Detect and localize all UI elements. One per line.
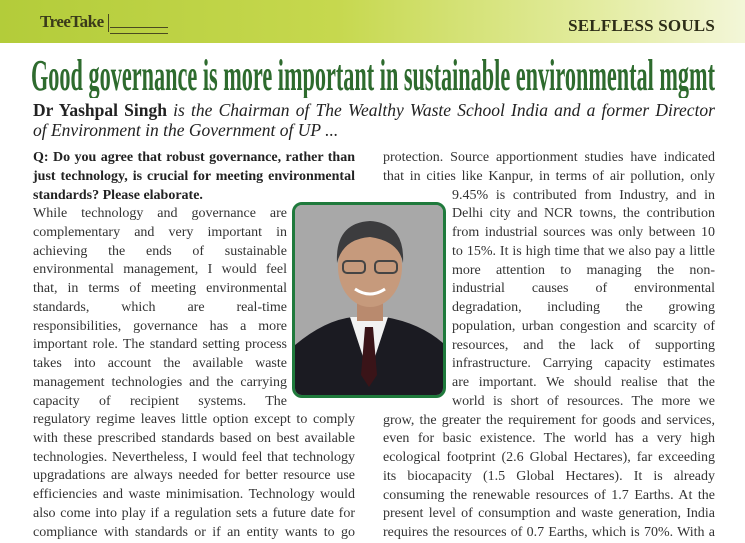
left-narrow-line: complementary and very important in — [33, 224, 287, 240]
right-wide-line: even for basic existence. The world has a very high — [383, 431, 715, 447]
right-wide-line: consuming the renewable resources of 1.7 Earths. At the — [383, 487, 715, 503]
left-wide-line: efficiencies and waste minimisation. Technology would — [33, 487, 355, 502]
right-wide-line: ecological footprint (2.6 Global Hectares), far exceeding — [383, 450, 715, 465]
right-narrow-line: industrial causes of environmental — [452, 281, 715, 297]
interviewee-name: Dr Yashpal Singh — [33, 100, 167, 120]
left-narrow-line: management technologies and the carrying — [33, 374, 287, 390]
right-narrow-line: population, urban congestion and scarcity of — [452, 318, 715, 334]
left-narrow-line: responsibilities, governance has a more — [33, 318, 287, 334]
right-narrow-line: degradation, including the growing — [452, 300, 715, 315]
header-band — [0, 0, 745, 43]
left-narrow-line: that, in terms of meeting environmental — [33, 281, 287, 296]
right-wide-line: requires the resources of 0.7 Earths, which is 70%. With a — [383, 525, 715, 540]
left-narrow-line: achieving the ends of sustainable — [33, 243, 287, 259]
brand-logo: TreeTake — [40, 12, 104, 31]
headline — [0, 48, 745, 98]
standfirst-text: is the Chairman of The Wealthy Waste School India and a former Director — [166, 100, 715, 120]
right-top-line: that in cities like Kanpur, in terms of air pollution, only — [383, 168, 715, 184]
left-wide-line: compliance with standards or if an entity wants to go — [33, 524, 355, 540]
question — [33, 149, 355, 205]
question-line: Q: Do you agree that robust governance, rather than — [33, 150, 355, 165]
right-top-line: protection. Source apportionment studies have indicated — [383, 150, 715, 165]
answer-right-wide — [383, 412, 715, 543]
right-narrow-line: are important. We should realise that the — [452, 375, 715, 390]
left-wide-line: regulatory regime leaves little option except to comply — [33, 412, 355, 427]
answer-left-narrow — [33, 205, 287, 411]
answer-right-top — [383, 149, 715, 187]
left-narrow-line: important role. The standard setting process — [33, 337, 287, 353]
section-label: SELFLESS SOULS — [568, 16, 715, 35]
answer-right-narrow — [452, 187, 715, 412]
portrait-photo — [292, 202, 446, 398]
standfirst — [33, 100, 715, 140]
left-narrow-line: While technology and governance are — [33, 206, 287, 221]
right-narrow-line: infrastructure. Carrying capacity estimates — [452, 356, 715, 372]
headline-text: Good governance is more important in sustainable environmental mgmt — [31, 51, 716, 98]
left-narrow-line: takes into account the available waste — [33, 356, 287, 371]
question-line: standards? Please elaborate. — [33, 187, 203, 203]
right-wide-line: present level of consumption and waste generation, India — [383, 506, 715, 522]
right-narrow-line: to 15%. It is high time that we also pay a little — [452, 243, 715, 259]
left-narrow-line: environmental management, I would feel — [33, 262, 287, 278]
right-narrow-line: 9.45% is contributed from Industry, and in — [452, 187, 715, 203]
answer-left-wide — [33, 411, 355, 542]
question-line: just technology, is crucial for meeting environmental — [33, 168, 355, 184]
left-narrow-line: standards, which are real-time — [33, 299, 287, 315]
right-narrow-line: from industrial sources was only between 10 — [452, 225, 715, 240]
left-wide-line: also come into play if a regulation sets a future date for — [33, 505, 355, 521]
right-narrow-line: Delhi city and NCR towns, the contribution — [452, 206, 715, 222]
standfirst-text-2: of Environment in the Government of UP ... — [33, 120, 339, 140]
right-wide-line: its biocapacity (1.5 Global Hectares). It is already — [383, 468, 715, 484]
left-wide-line: with these prescribed standards based on best available — [33, 430, 355, 446]
left-wide-line: technologies. Nevertheless, I would feel that technology — [33, 449, 355, 465]
right-wide-line: grow, the greater the requirement for goods and services, — [383, 412, 715, 428]
left-wide-line: upgradations are always needed for better resource use — [33, 468, 355, 484]
right-narrow-line: world is short of resources. The more we — [452, 393, 715, 409]
right-narrow-line: resources, and the lack of supporting — [452, 337, 715, 353]
brand-rule — [110, 27, 168, 34]
right-narrow-line: more attention to managing the non- — [452, 262, 715, 278]
left-narrow-line: capacity of recipient systems. The — [33, 393, 287, 409]
